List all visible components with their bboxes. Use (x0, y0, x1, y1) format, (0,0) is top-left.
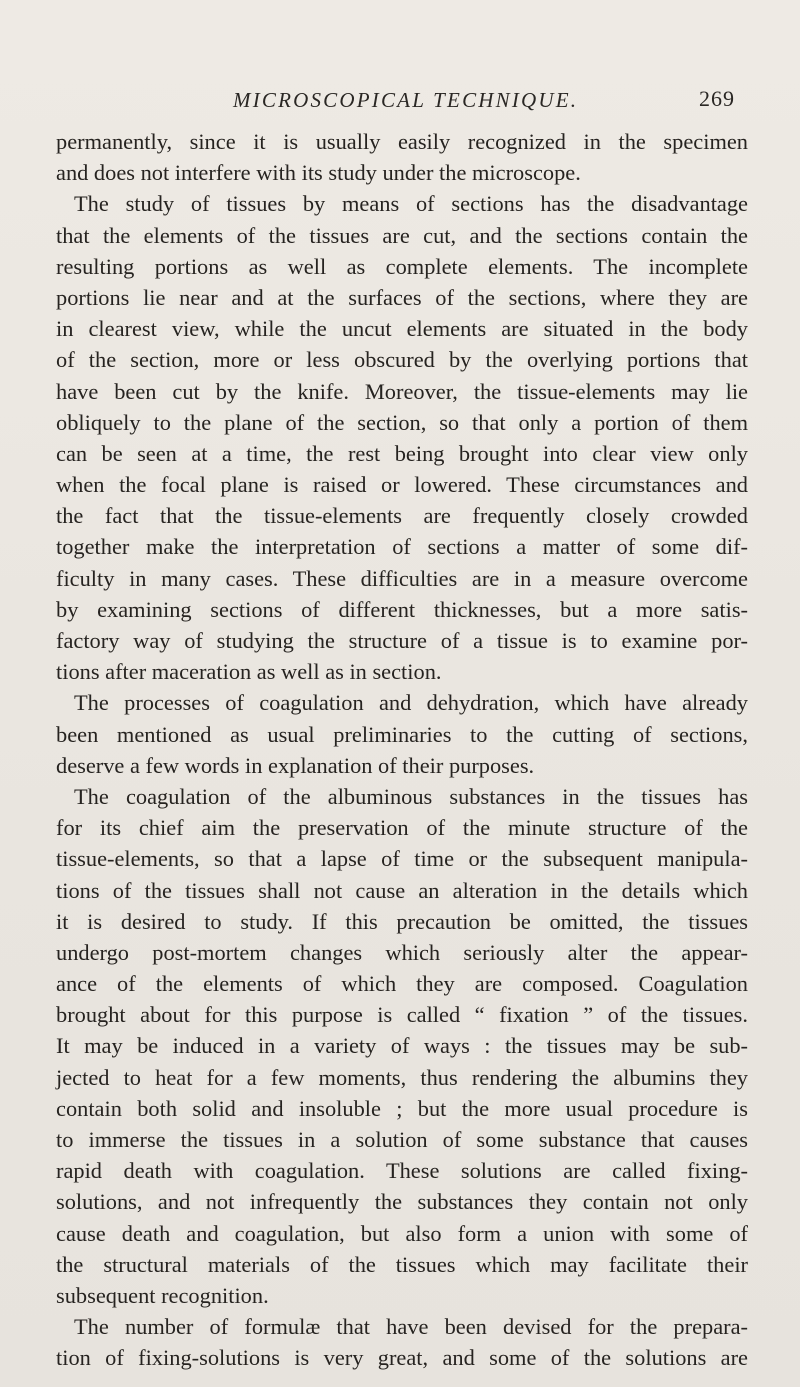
text-line: ficulty in many cases. These difficulties are in a measure overcome (56, 565, 748, 591)
page-number: 269 (699, 86, 735, 111)
text-line: obliquely to the plane of the section, so that only a portion of them (56, 409, 748, 435)
text-line: ance of the elements of which they are composed. Coagulation (56, 971, 748, 997)
text-line: permanently, since it is usually easily recognized in the specimen (56, 129, 748, 154)
text-line: tissue-elements, so that a lapse of time or the subsequent manipula- (56, 846, 748, 872)
text-line: resulting portions as well as complete elements. The incomplete (56, 253, 748, 279)
text-line: tions after maceration as well as in section. (56, 659, 442, 685)
text-line: The processes of coagulation and dehydration, which have already (74, 690, 748, 716)
text-line: jected to heat for a few moments, thus rendering the albumins they (56, 1064, 748, 1090)
text-line: can be seen at a time, the rest being brought into clear view only (56, 440, 748, 466)
text-line: The study of tissues by means of sections has the disadvantage (74, 191, 748, 217)
text-line: have been cut by the knife. Moreover, the tissue-elements may lie (56, 378, 748, 404)
text-line: been mentioned as usual preliminaries to the cutting of sections, (56, 721, 748, 747)
text-line: rapid death with coagulation. These solutions are called fixing- (56, 1158, 748, 1184)
text-line: factory way of studying the structure of a tissue is to examine por- (56, 628, 748, 653)
text-line: and does not interfere with its study under the microscope. (56, 160, 581, 186)
text-line: by examining sections of different thicknesses, but a more satis- (56, 596, 748, 622)
text-line: undergo post-mortem changes which seriously alter the appear- (56, 939, 748, 965)
text-line: It may be induced in a variety of ways : the tissues may be sub- (56, 1033, 748, 1059)
text-line: tions of the tissues shall not cause an alteration in the details which (56, 877, 748, 903)
text-line: brought about for this purpose is called “ fixation ” of the tissues. (56, 1002, 748, 1028)
text-line: when the focal plane is raised or lowered. These circumstances and (56, 472, 748, 498)
text-line: for its chief aim the preservation of the minute structure of the (56, 815, 748, 841)
text-line: to immerse the tissues in a solution of some substance that causes (56, 1127, 748, 1152)
text-line: tion of fixing-solutions is very great, and some of the solutions are (56, 1345, 748, 1371)
text-line: deserve a few words in explanation of their purposes. (56, 752, 535, 778)
text-line: portions lie near and at the surfaces of the sections, where they are (56, 284, 748, 310)
text-line: of the section, more or less obscured by the overlying portions that (56, 347, 748, 373)
text-line: the structural materials of the tissues which may facilitate their (56, 1251, 748, 1277)
text-line: contain both solid and insoluble ; but the more usual procedure is (56, 1095, 748, 1121)
running-title: MICROSCOPICAL TECHNIQUE. (233, 88, 579, 112)
text-line: The coagulation of the albuminous substances in the tissues has (74, 783, 748, 809)
running-head (205, 86, 735, 118)
text-line: solutions, and not infrequently the substances they contain not only (56, 1189, 748, 1215)
text-line: subsequent recognition. (56, 1282, 269, 1308)
body-text (56, 126, 748, 1374)
text-line: cause death and coagulation, but also form a union with some of (56, 1220, 748, 1246)
text-line: the fact that the tissue-elements are frequently closely crowded (56, 503, 748, 529)
text-line: together make the interpretation of sections a matter of some dif- (56, 534, 748, 560)
text-line: that the elements of the tissues are cut, and the sections contain the (56, 222, 748, 248)
text-line: The number of formulæ that have been devised for the prepara- (74, 1314, 748, 1340)
text-line: it is desired to study. If this precaution be omitted, the tissues (56, 908, 748, 934)
text-line: in clearest view, while the uncut elements are situated in the body (56, 316, 748, 342)
